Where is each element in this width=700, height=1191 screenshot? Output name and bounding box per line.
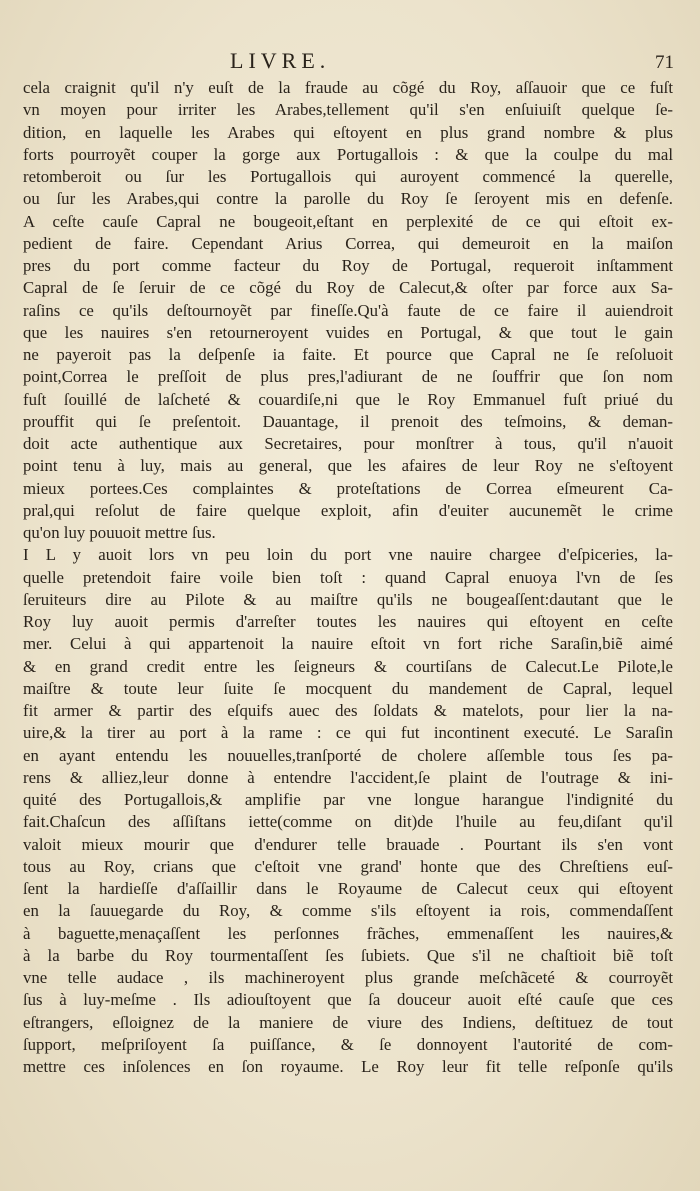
text-line: eſtrangers, eſloignez de la maniere de viure des Indiens, deſtituez de tout: [23, 1012, 673, 1032]
text-line: maiſtre & toute leur ſuite ſe mocquent du mandement de Capral, lequel: [23, 678, 673, 698]
body-text: [23, 77, 673, 1078]
text-line: pedient de faire. Cependant Arius Correa, qui demeuroit en la maiſon: [23, 233, 673, 253]
text-line: mettre ces inſolences en ſon royaume. Le Roy leur fit telle reſponſe qu'ils: [23, 1057, 673, 1076]
text-line: ſent la hardieſſe d'aſſaillir dans le Royaume de Calecut ceux qui eſtoyent: [23, 879, 673, 898]
text-line: point tenu à luy, mais au general, que les afaires de leur Roy ne s'eſtoyent: [23, 456, 673, 476]
text-line: mer. Celui à qui appartenoit la nauire eſtoit vn fort riche Saraſin,biẽ aimé: [23, 634, 673, 654]
text-line: fait.Chaſcun des aſſiſtans iette(comme on dit)de l'huile au feu,diſant qu'il: [23, 812, 673, 832]
text-line: vne telle audace , ils machineroyent plus grande meſchãceté & courroyẽt: [23, 968, 673, 987]
text-line: dition, en laquelle les Arabes qui eſtoyent en plus grand nombre & plus: [23, 122, 673, 142]
text-line: ou ſur les Arabes,qui contre la parolle du Roy ſe ſeroyent mis en defenſe.: [23, 189, 673, 209]
text-line: I L y auoit lors vn peu loin du port vne nauire chargee d'eſpiceries, la-: [23, 545, 673, 565]
text-line: & en grand credit entre les ſeigneurs & courtiſans de Calecut.Le Pilote,le: [23, 656, 673, 676]
text-line: en la ſauuegarde du Roy, & comme s'ils eſtoyent ia rois, commendaſſent: [23, 901, 673, 921]
text-line: quité des Portugallois,& amplifie par vne longue harangue l'indignité du: [23, 790, 673, 809]
text-line: Capral de ſe ſeruir de ce cõgé du Roy de Calecut,& oſter par force aux Sa-: [23, 278, 673, 298]
text-line: quelle pretendoit faire voile bien toſt : quand Capral enuoya l'vn de ſes: [23, 567, 673, 587]
text-line: rens & alliez,leur donne à entendre l'accident,ſe plaint de l'outrage & ini-: [23, 767, 673, 787]
text-line: uire,& la tirer au port à la rame : ce qui fut incontinent executé. Le Saraſin: [23, 723, 673, 743]
text-line: vn moyen pour irriter les Arabes,tellement qu'il s'en enſuiuiſt quelque ſe-: [23, 100, 673, 120]
text-line: Roy luy auoit permis d'arreſter toutes les nauires qui eſtoyent en ceſte: [23, 612, 673, 631]
text-line: retomberoit ou ſur les Portugallois qui auroyent commencé la querelle,: [23, 167, 673, 186]
text-line: ſupport, meſpriſoyent ſa puiſſance, & ſe donnoyent l'autorité de com-: [23, 1034, 673, 1054]
text-line: tous au Roy, crians que c'eſtoit vne grand' honte que des Chreſtiens euſ-: [23, 856, 673, 876]
text-line: ne payeroit pas la deſpenſe ia faite. Et pource que Capral ne ſe reſoluoit: [23, 345, 673, 364]
text-line: forts pourroyẽt couper la gorge aux Portugallois : & que la coulpe du mal: [23, 144, 673, 164]
text-line: fit armer & partir des eſquifs auec des ſoldats & matelots, pour lier la na-: [23, 701, 673, 720]
text-line: à la barbe du Roy tourmentaſſent ſes ſubiets. Que s'il ne chaſtioit biẽ toſt: [23, 945, 673, 965]
text-line: cela craignit qu'il n'y euſt de la fraude au cõgé du Roy, aſſauoir que ce fuſt: [23, 78, 673, 97]
text-line: ſus à luy-meſme . Ils adiouſtoyent que ſa douceur auoit eſté cauſe que ces: [23, 990, 673, 1010]
text-line: raſins ce qu'ils deſtournoyẽt par fineſſe.Qu'à faute de ce faire il auiendroit: [23, 300, 673, 320]
text-line: doit acte authentique aux Secretaires, pour monſtrer à tous, qu'il n'auoit: [23, 434, 673, 453]
text-line: en ayant entendu les nouuelles,tranſporté de cholere aſſemble tous ſes pa-: [23, 745, 673, 765]
text-line: mieux portees.Ces complaintes & proteſtations de Correa eſmeurent Ca-: [23, 478, 673, 498]
text-line: pral,qui reſolut de faire quelque exploit, afin d'euiter aucunemẽt le crime: [23, 500, 673, 520]
text-line: prouffit qui ſe preſentoit. Dauantage, il prenoit des teſmoins, & deman-: [23, 411, 673, 431]
text-line: à baguette,menaçaſſent les perſonnes frãches, emmenaſſent les nauires,&: [23, 923, 673, 943]
text-line: ſeruiteurs dire au Pilote & au maiſtre qu'ils ne bougeaſſent:dautant que le: [23, 589, 673, 609]
text-line: fuſt ſouillé de laſcheté & couardiſe,ni que le Roy Emmanuel fuſt priué du: [23, 389, 673, 409]
text-line: A ceſte cauſe Capral ne bougeoit,eſtant en perplexité de ce qui eſtoit ex-: [23, 211, 673, 231]
page-number: 71: [655, 52, 674, 73]
running-title: LIVRE.: [230, 48, 331, 73]
text-line: que les nauires s'en retourneroyent vuides en Portugal, & que tout le gain: [23, 322, 673, 342]
text-line: qu'on luy pouuoit mettre ſus.: [23, 523, 216, 542]
text-line: valoit mieux mourir que d'endurer telle brauade . Pourtant ils s'en vont: [23, 834, 673, 854]
text-line: point,Correa le preſſoit de plus pres,l'adiurant de ne ſouffrir que ſon nom: [23, 367, 673, 387]
running-head: [0, 48, 700, 76]
text-line: pres du port comme facteur du Roy de Portugal, requeroit inſtamment: [23, 256, 673, 275]
